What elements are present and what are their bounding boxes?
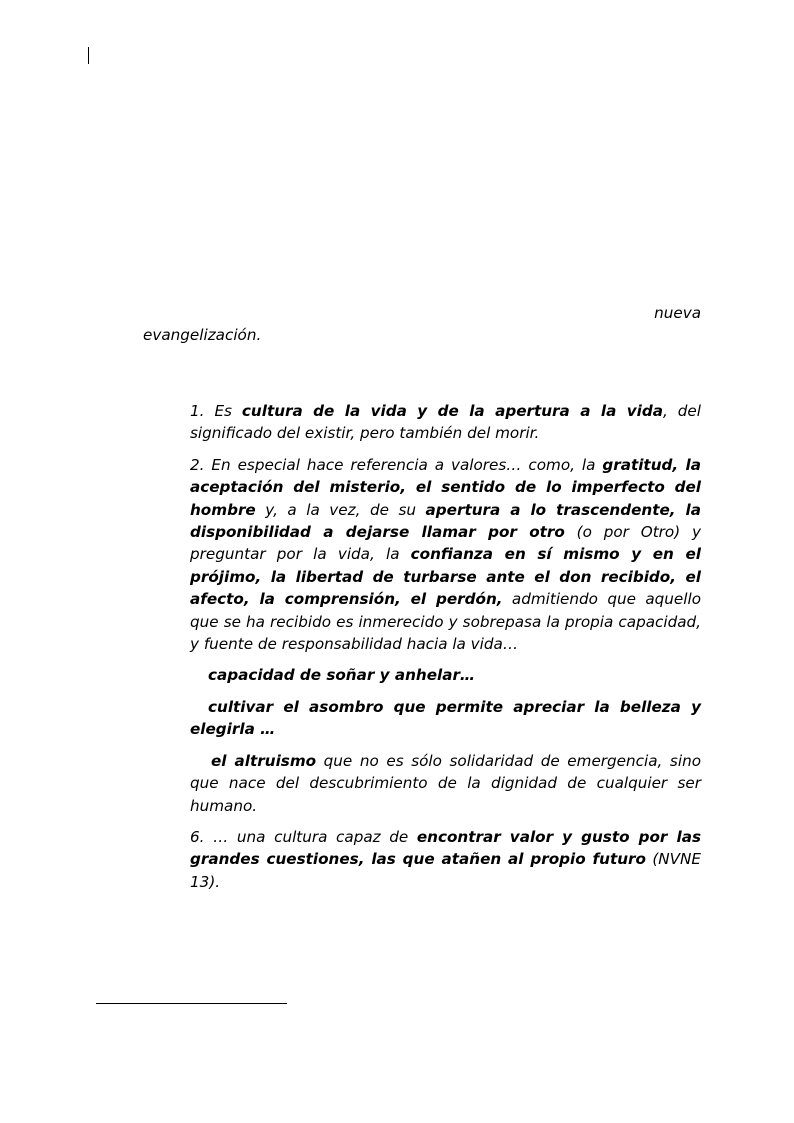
intro-line-1: nueva (654, 304, 701, 322)
list-item-3-emphasis: capacidad de soñar y anhelar… (208, 666, 476, 685)
list-item-3 (190, 664, 701, 686)
list-item-1-text-c: , del significado del existir, pero también del morir. (190, 402, 701, 443)
list-item-1 (190, 400, 701, 445)
list-item-5 (190, 750, 701, 817)
intro-line-2: evangelización. (143, 326, 262, 345)
list-item-5-text-c: que no es sólo solidaridad de emergencia, sino que nace del descubrimiento de la dignidad de cualquier ser humano. (190, 751, 701, 815)
list-item-2-text-g: admitiendo que aquello que se ha recibido es inmerecido y sobrepasa la propia capacidad, y fuente de responsabilidad hacia la vida… (190, 590, 701, 654)
list-item-2-emphasis-2: apertura a lo trascendente, la disponibilidad a dejarse llamar por otro (190, 500, 701, 542)
list-item-6 (190, 826, 701, 893)
intro-paragraph (143, 302, 701, 347)
list-item-1-text-a: 1. Es (190, 402, 242, 420)
list-item-4-emphasis: cultivar el asombro que permite apreciar la belleza y elegirla … (190, 697, 701, 739)
footnote-separator (96, 1003, 287, 1004)
list-item-4 (190, 696, 701, 741)
list-item-1-emphasis: cultura de la vida y de la apertura a la vida (241, 402, 663, 420)
list-item-6-emphasis: encontrar valor y gusto por las grandes cuestiones, las que atañen al propio futuro (190, 827, 701, 869)
list-item-2-text-c: y, a la vez, de su (255, 500, 426, 519)
list-item-2-emphasis-3: confianza en sí mismo y en el prójimo, la libertad de turbarse ante el don recibido, el afecto, la comprensión, el perdón, (190, 545, 701, 609)
list-item-2-text-a: 2. En especial hace referencia a valores… como, la (190, 455, 603, 474)
values-list (190, 400, 701, 902)
list-item-6-text-a: 6. … una cultura capaz de (190, 827, 417, 846)
list-item-6-text-c: (NVNE 13). (190, 850, 701, 891)
list-item-2-text-e: (o por Otro) y preguntar por la vida, la (190, 523, 701, 564)
text-cursor (88, 47, 89, 64)
list-item-5-emphasis: el altruismo (211, 751, 317, 770)
list-item-2-emphasis-1: gratitud, la aceptación del misterio, el sentido de lo imperfecto del hombre (190, 455, 701, 519)
list-item-2 (190, 454, 701, 656)
